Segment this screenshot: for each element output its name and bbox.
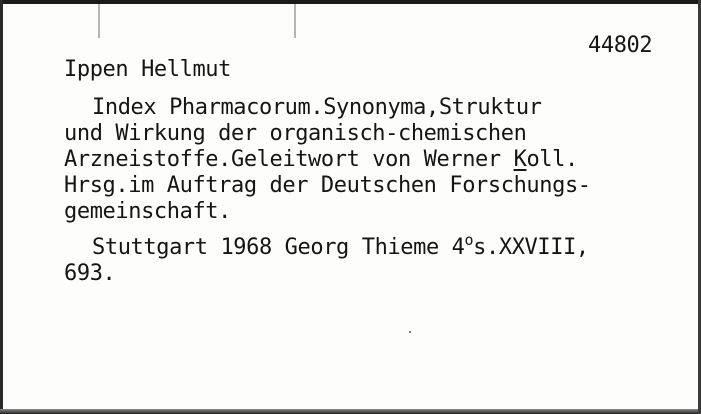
imprint-line-2: 693.: [64, 261, 116, 286]
imprint-line-1: [92, 231, 589, 261]
card-edge-top: [0, 0, 701, 4]
imprint-pages: s.XXVIII,: [473, 235, 589, 260]
underlined-letter: K: [513, 147, 527, 172]
title-line-3: [64, 146, 578, 173]
imprint-text: Stuttgart 1968 Georg Thieme 4: [92, 235, 465, 260]
card-edge-left: [0, 0, 3, 414]
title-line-3-end: oll.: [526, 147, 578, 172]
title-line-1: Index Pharmacorum.Synonyma,Struktur: [92, 95, 542, 120]
author-name: Ippen Hellmut: [64, 57, 231, 82]
dust-speck: [409, 331, 411, 333]
scan-mark: [98, 4, 100, 38]
title-line-3-text: Arzneistoffe.Geleitwort von Werner: [64, 147, 514, 172]
title-line-2: und Wirkung der organisch-chemischen: [64, 121, 527, 146]
title-line-4: Hrsg.im Auftrag der Deutschen Forschungs-: [64, 173, 591, 198]
format-superscript: o: [464, 231, 474, 249]
card-edge-bottom: [0, 409, 701, 414]
title-line-5: gemeinschaft.: [64, 199, 231, 224]
accession-number: 44802: [588, 33, 653, 58]
scan-mark: [294, 4, 296, 38]
